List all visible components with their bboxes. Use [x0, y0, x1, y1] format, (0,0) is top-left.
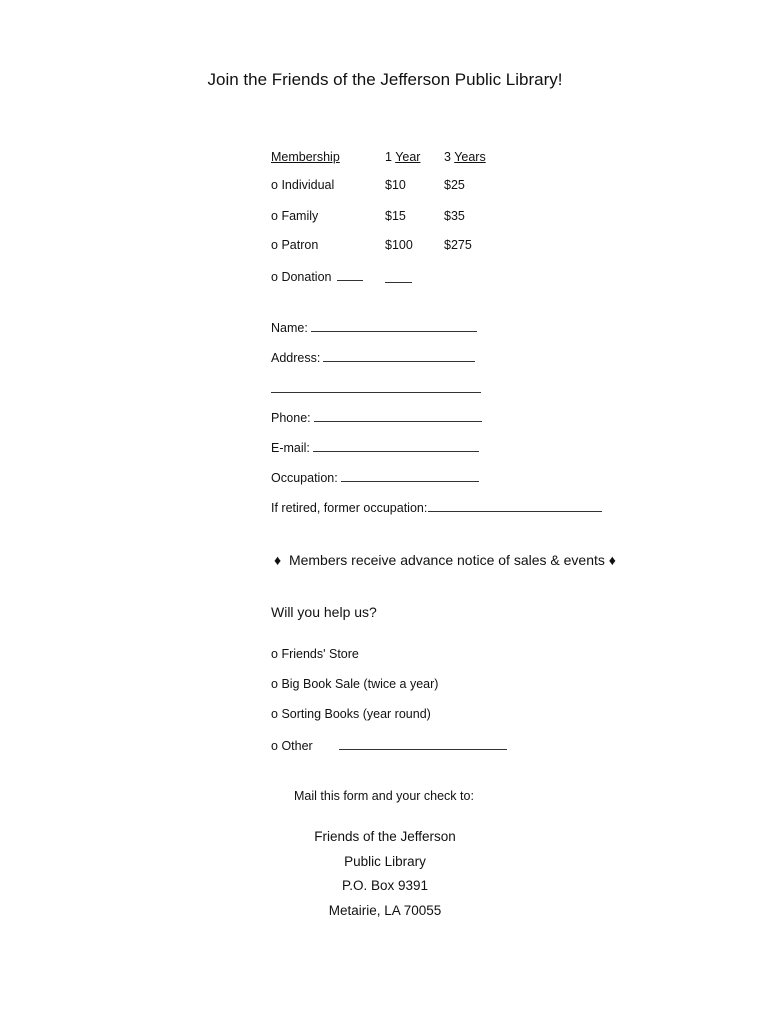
checkbox-bullet[interactable]: o: [271, 270, 278, 284]
phone-field[interactable]: [271, 409, 482, 425]
option-label: Big Book Sale (twice a year): [281, 677, 439, 691]
option-label: Donation: [281, 270, 332, 284]
three-years-prefix: 3: [444, 150, 451, 164]
option-label: Family: [281, 209, 319, 223]
one-year-prefix: 1: [385, 150, 392, 164]
donation-3yr-blank[interactable]: [385, 270, 412, 283]
former-occupation-blank[interactable]: [428, 499, 602, 512]
option-label: Individual: [281, 178, 335, 192]
option-label: Patron: [281, 238, 319, 252]
price-1yr: $15: [385, 209, 406, 223]
checkbox-bullet[interactable]: o: [271, 647, 278, 661]
checkbox-bullet[interactable]: o: [271, 209, 278, 223]
price-3yr: $275: [444, 238, 472, 252]
membership-option-individual[interactable]: [271, 178, 334, 192]
help-question: Will you help us?: [271, 604, 377, 620]
field-label: Occupation:: [271, 471, 338, 485]
address-line2-blank[interactable]: [271, 380, 481, 393]
membership-option-family[interactable]: [271, 209, 318, 223]
mail-address-line: Metairie, LA 70055: [328, 903, 442, 918]
three-years-header: [444, 150, 486, 164]
members-notice: [274, 552, 616, 568]
mail-instruction: Mail this form and your check to:: [294, 789, 474, 803]
one-year-label: Year: [395, 150, 421, 164]
former-occupation-field[interactable]: [271, 499, 602, 515]
membership-header: Membership: [271, 150, 340, 164]
field-label: E-mail:: [271, 441, 310, 455]
occupation-blank[interactable]: [341, 469, 479, 482]
field-label: Name:: [271, 321, 308, 335]
field-label: Address:: [271, 351, 321, 365]
option-label: Sorting Books (year round): [281, 707, 431, 721]
mail-address-line: Public Library: [344, 854, 426, 869]
diamond-icon: ♦: [274, 552, 282, 568]
page-title: Join the Friends of the Jefferson Public Library!: [207, 70, 563, 89]
option-label: Friends' Store: [281, 647, 359, 661]
help-option-sorting-books[interactable]: [271, 707, 431, 721]
occupation-field[interactable]: [271, 469, 479, 485]
help-option-big-book-sale[interactable]: [271, 677, 438, 691]
price-3yr: $25: [444, 178, 465, 192]
diamond-icon: ♦: [608, 552, 616, 568]
notice-text: Members receive advance notice of sales & events: [288, 552, 605, 568]
price-1yr: $100: [385, 238, 413, 252]
mail-address-line: Friends of the Jefferson: [314, 829, 456, 844]
help-option-other[interactable]: [271, 737, 507, 753]
help-option-friends-store[interactable]: [271, 647, 359, 661]
phone-blank[interactable]: [314, 409, 482, 422]
other-blank[interactable]: [339, 737, 507, 750]
checkbox-bullet[interactable]: o: [271, 707, 278, 721]
checkbox-bullet[interactable]: o: [271, 238, 278, 252]
field-label: If retired, former occupation:: [271, 501, 428, 515]
email-blank[interactable]: [313, 439, 479, 452]
checkbox-bullet[interactable]: o: [271, 677, 278, 691]
membership-option-patron[interactable]: [271, 238, 318, 252]
address-blank[interactable]: [323, 349, 475, 362]
name-blank[interactable]: [311, 319, 477, 332]
mail-address-line: P.O. Box 9391: [341, 878, 429, 893]
price-1yr: $10: [385, 178, 406, 192]
checkbox-bullet[interactable]: o: [271, 739, 278, 753]
address-field[interactable]: [271, 349, 475, 365]
name-field[interactable]: [271, 319, 477, 335]
donation-1yr-blank[interactable]: [337, 268, 363, 281]
membership-option-donation[interactable]: [271, 268, 363, 284]
three-years-label: Years: [454, 150, 486, 164]
field-label: Phone:: [271, 411, 311, 425]
one-year-header: [385, 150, 420, 164]
price-3yr: $35: [444, 209, 465, 223]
option-label: Other: [281, 739, 313, 753]
checkbox-bullet[interactable]: o: [271, 178, 278, 192]
email-field[interactable]: [271, 439, 479, 455]
